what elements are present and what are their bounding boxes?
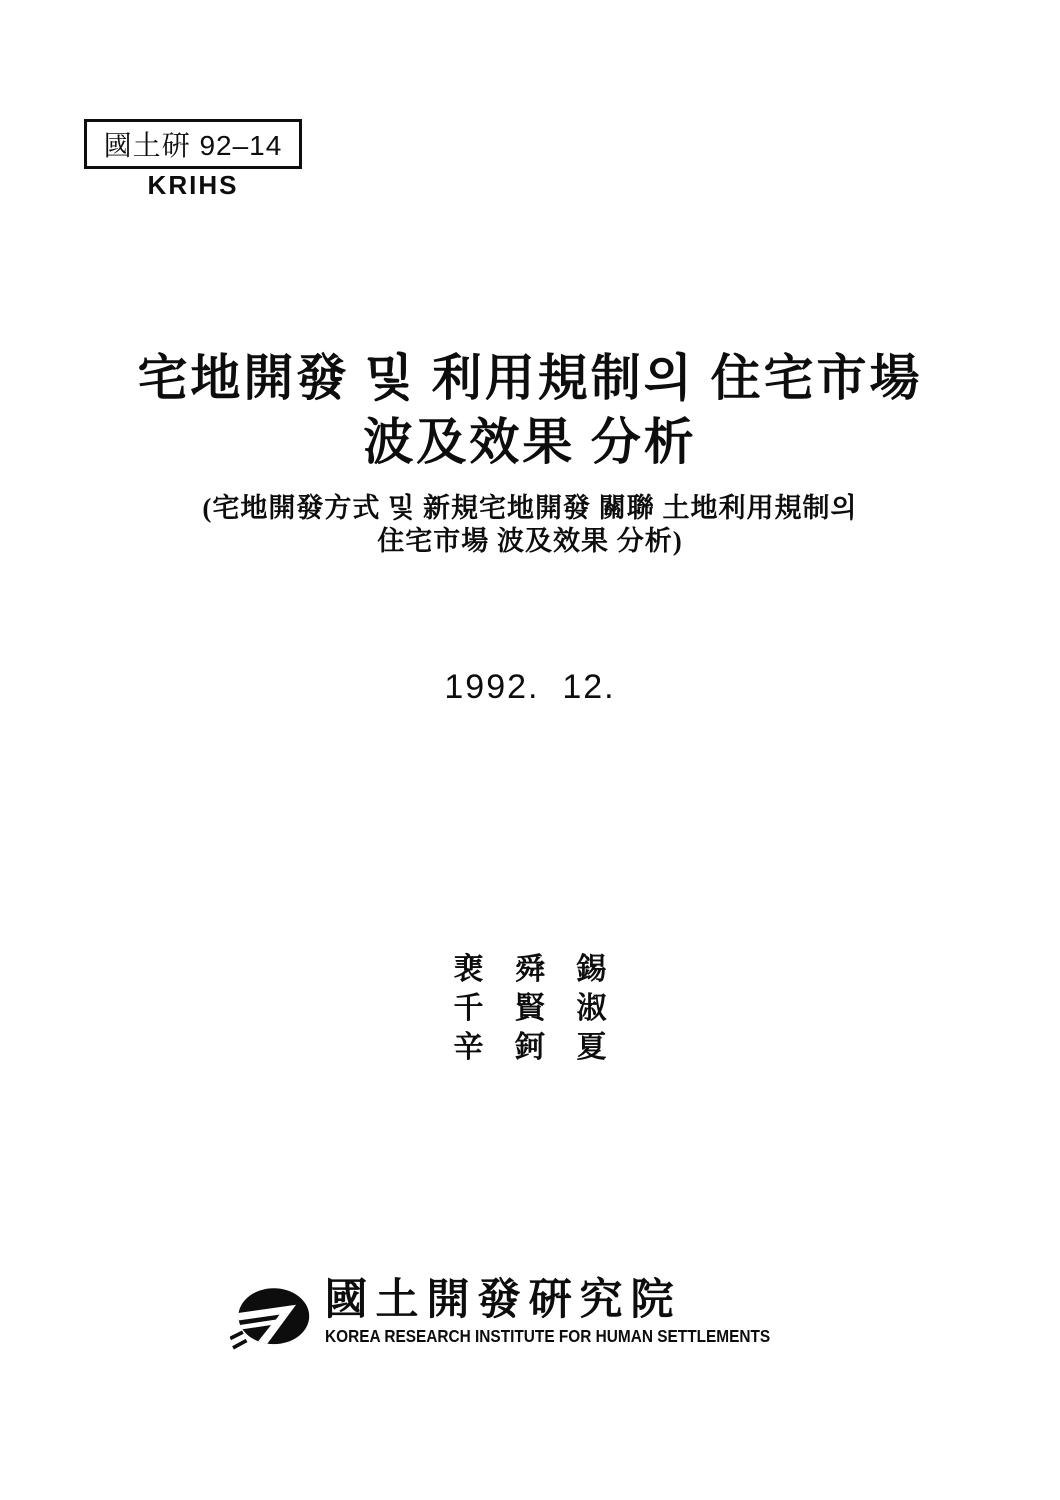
author-name: 千 賢 淑 <box>453 992 607 1025</box>
report-code-box <box>84 119 302 169</box>
author-list <box>0 950 1060 1067</box>
report-subtitle-line2: 住宅市場 波及效果 分析) <box>377 526 683 556</box>
report-subtitle <box>0 492 1060 558</box>
institute-abbrev: KRIHS <box>147 170 239 200</box>
publisher-name-en: KOREA RESEARCH INSTITUTE FOR HUMAN SETTLEMENTS <box>324 1326 770 1347</box>
report-subtitle-line1: (宅地開發方式 및 新規宅地開發 關聯 土地利用規制의 <box>202 493 858 523</box>
krihs-oval-7-logo-icon <box>230 1285 312 1358</box>
author-name: 裵 舜 錫 <box>453 953 607 986</box>
report-title-line1: 宅地開發 및 利用規制의 住宅市場 <box>137 350 923 406</box>
publisher-name-cjk: 國土開發硏究院 <box>324 1277 682 1324</box>
publisher-names <box>325 1278 831 1347</box>
publication-date: 1992. 12. <box>444 668 616 706</box>
report-code: 國土硏 92–14 <box>103 130 283 161</box>
report-title <box>0 346 1060 474</box>
author-name: 辛 鈳 夏 <box>453 1031 607 1064</box>
publisher-block <box>0 1278 1060 1358</box>
report-title-line2: 波及效果 分析 <box>363 414 697 470</box>
